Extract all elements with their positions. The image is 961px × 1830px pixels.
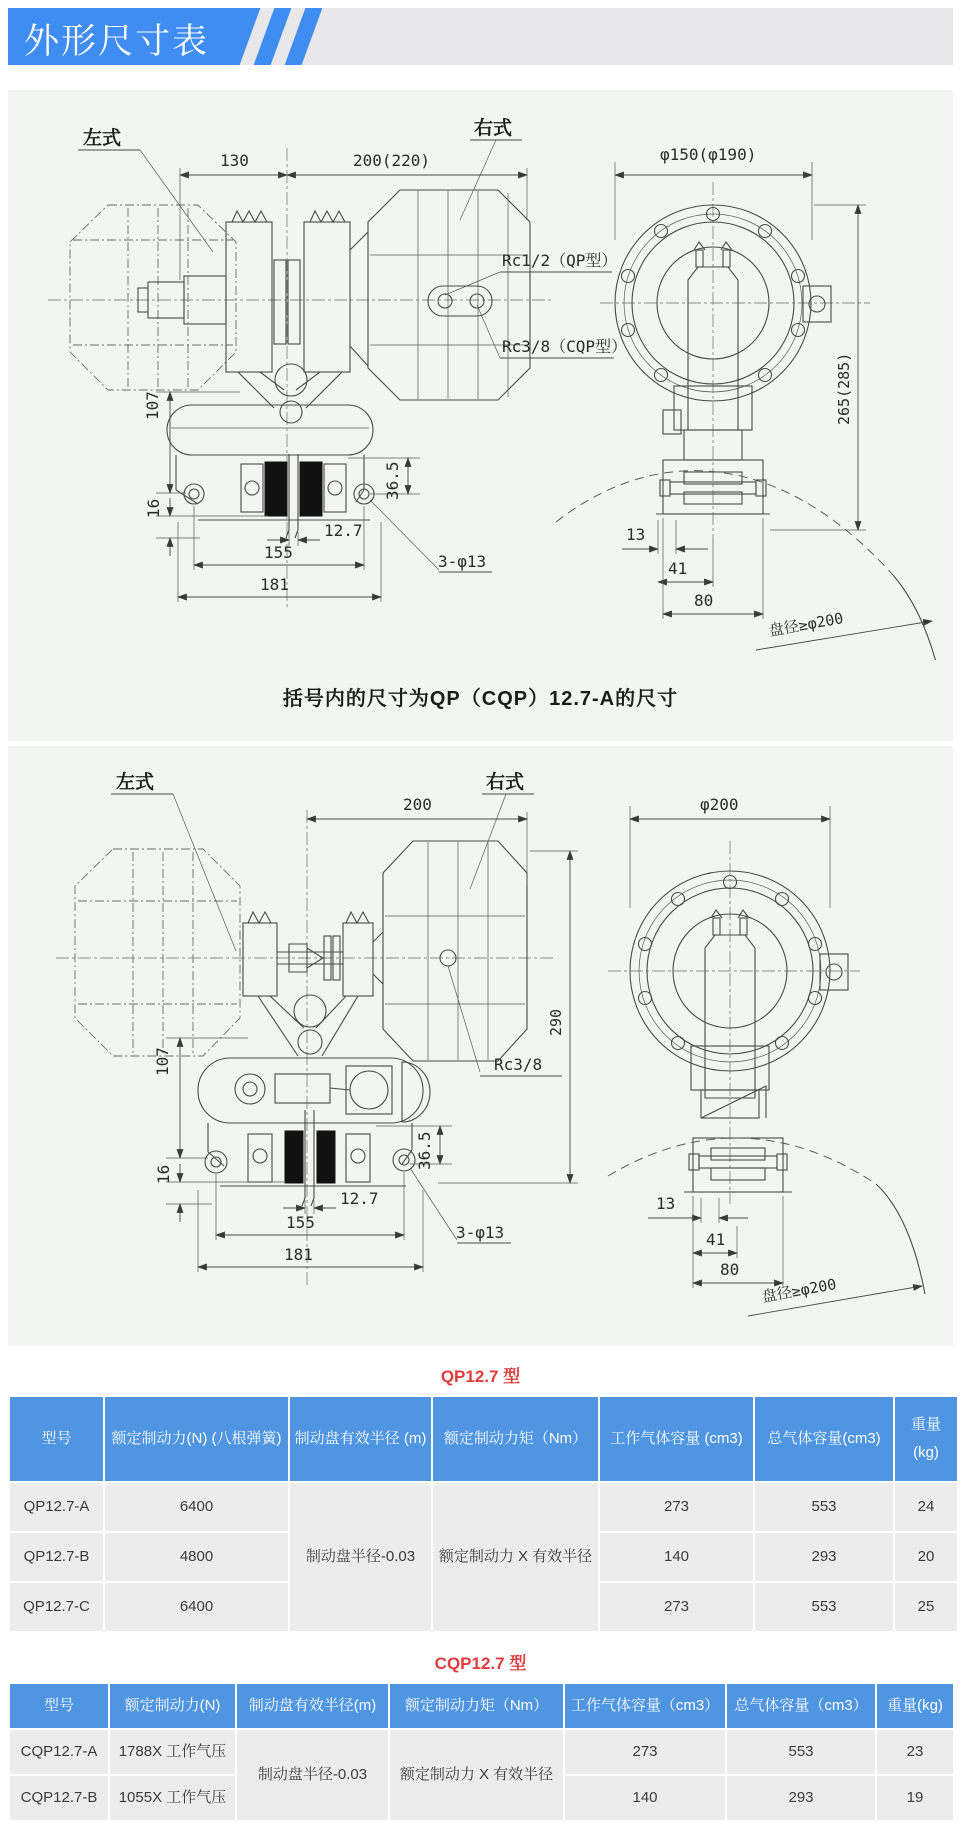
svg-text:16: 16 [154,1164,173,1184]
header-cell-total-volume: 总气体容量（cm3） [727,1684,875,1728]
left-type-pad-outline [75,849,240,1056]
cell-total-volume: 553 [755,1483,893,1531]
svg-text:155: 155 [286,1213,315,1232]
table-header-row [10,1397,957,1481]
header-cell-model: 型号 [10,1397,103,1481]
svg-text:155: 155 [264,543,293,562]
dim-290 [438,851,578,1183]
caliper-clamp-front-view [138,211,368,372]
svg-text:3-φ13: 3-φ13 [456,1223,505,1242]
cell-weight: 24 [895,1483,957,1531]
svg-text:13: 13 [656,1194,676,1213]
cell-model: QP12.7-C [10,1583,103,1631]
drawing-panel-qp [8,90,953,741]
air-chamber-outline [383,841,527,1061]
port-qp-text: Rc1/2（QP型） [502,251,618,270]
svg-text:φ150(φ190): φ150(φ190) [660,145,757,164]
svg-text:181: 181 [284,1245,313,1264]
cell-work-volume: 273 [600,1583,753,1631]
flange-side-view [630,871,848,1098]
cell-force: 1055X 工作气压 [110,1776,235,1820]
svg-text:13: 13 [626,525,646,544]
disc-dia-note: 盘径≥φ200 [760,1275,838,1306]
cell-torque-merged: 额定制动力 X 有效半径 [390,1730,563,1820]
dim-flange-dia [615,145,812,240]
disc-arc [608,1138,925,1316]
spec-table-qp [8,1395,959,1633]
port-cqp-text: Rc3/8（CQP型） [502,337,628,356]
holes-label [410,1168,511,1243]
holes-label [370,500,492,572]
table-header-row [10,1684,953,1728]
dim-height-265 [770,205,866,530]
dim-13-41-80 [622,518,763,619]
left-type-label: 左式 [116,772,155,793]
right-type-label: 右式 [474,118,513,139]
port-label-cqp [477,305,627,358]
left-type-label-group [111,770,236,951]
cell-force: 4800 [105,1533,288,1581]
cell-model: QP12.7-B [10,1533,103,1581]
cell-work-volume: 273 [565,1730,725,1774]
cell-force: 6400 [105,1583,288,1631]
cell-torque-merged: 额定制动力 X 有效半径 [433,1483,598,1631]
caliper-body-front [198,995,430,1206]
dim-107-16 [143,391,268,556]
drawing-caption: 括号内的尺寸为QP（CQP）12.7-A的尺寸 [282,688,679,710]
dimension-drawing-cqp [8,746,953,1346]
svg-text:80: 80 [720,1260,740,1279]
dim-200-220 [287,151,527,175]
svg-text:41: 41 [668,559,688,578]
table-row [10,1483,957,1531]
cell-force: 1788X 工作气压 [110,1730,235,1774]
cell-weight: 25 [895,1583,957,1631]
disc-dia-note: 盘径≥φ200 [767,609,845,640]
cell-model: CQP12.7-A [10,1730,108,1774]
cell-work-volume: 273 [600,1483,753,1531]
svg-text:200(220): 200(220) [353,151,431,170]
header-cell-model: 型号 [10,1684,108,1728]
svg-text:36.5: 36.5 [383,461,402,500]
header-cell-total-volume: 总气体容量(cm3) [755,1397,893,1481]
svg-text:107: 107 [143,391,162,420]
disc-arc [556,471,936,660]
svg-text:41: 41 [706,1230,726,1249]
svg-text:3-φ13: 3-φ13 [438,552,487,571]
cell-total-volume: 553 [755,1583,893,1631]
flange-bracket [684,1046,792,1192]
dim-12-7 [283,1189,379,1214]
left-type-label-group [78,126,213,252]
right-type-label-group [470,770,534,889]
header-cell-radius: 制动盘有效半径 (m) [290,1397,431,1481]
cell-weight: 19 [877,1776,953,1820]
dim-130 [180,151,527,280]
port-label-qp [445,251,617,295]
header-cell-work-volume: 工作气体容量（cm3） [565,1684,725,1728]
right-type-label: 右式 [486,772,525,793]
page-header-banner [8,8,953,65]
cell-total-volume: 293 [727,1776,875,1820]
centerlines [48,148,870,610]
air-chamber-outline [368,190,530,400]
svg-text:φ200: φ200 [700,795,739,814]
page-title: 外形尺寸表 [24,22,210,61]
cell-force: 6400 [105,1483,288,1531]
header-cell-torque: 额定制动力矩（Nm） [433,1397,598,1481]
header-cell-radius: 制动盘有效半径(m) [237,1684,388,1728]
header-cell-weight: 重量(kg) [877,1684,953,1728]
svg-text:200: 200 [403,795,432,814]
svg-text:265(285): 265(285) [835,352,853,425]
svg-text:16: 16 [144,498,163,518]
cell-model: CQP12.7-B [10,1776,108,1820]
svg-text:36.5: 36.5 [415,1131,434,1170]
page [0,8,961,1822]
drawing-panel-cqp [8,746,953,1346]
spec-table-cqp [8,1682,955,1822]
caliper-clamp-front-view [243,912,383,996]
cell-weight: 20 [895,1533,957,1581]
cell-radius-merged: 制动盘半径-0.03 [290,1483,431,1631]
cell-total-volume: 293 [755,1533,893,1581]
table-title-cqp: CQP12.7 型 [434,1654,527,1673]
svg-text:80: 80 [694,591,714,610]
svg-text:130: 130 [220,151,249,170]
header-cell-force: 额定制动力(N) (八根弹簧) [105,1397,288,1481]
banner-stripe-icon [282,8,324,65]
cell-total-volume: 553 [727,1730,875,1774]
header-cell-weight: 重量 (kg) [895,1397,957,1481]
svg-text:107: 107 [153,1047,172,1076]
svg-text:Rc3/8: Rc3/8 [494,1055,543,1074]
cell-weight: 23 [877,1730,953,1774]
port-label [448,966,562,1076]
svg-text:290: 290 [547,1008,565,1036]
table-title-qp: QP12.7 型 [440,1367,521,1386]
table-row [10,1730,953,1774]
dim-107-16 [153,1038,286,1222]
left-type-label: 左式 [83,128,122,149]
dim-13-41-80 [648,1194,783,1288]
dimension-drawing-qp [8,90,953,660]
svg-text:181: 181 [260,575,289,594]
cell-work-volume: 140 [565,1776,725,1820]
flange-side-view [615,205,831,434]
cell-model: QP12.7-A [10,1483,103,1531]
cell-work-volume: 140 [600,1533,753,1581]
header-cell-work-volume: 工作气体容量 (cm3) [600,1397,753,1481]
left-type-pad-outline [70,205,236,390]
svg-text:12.7: 12.7 [340,1189,379,1208]
cell-radius-merged: 制动盘半径-0.03 [237,1730,388,1820]
svg-text:12.7: 12.7 [324,521,363,540]
header-cell-torque: 额定制动力矩（Nm） [390,1684,563,1728]
header-cell-force: 额定制动力(N) [110,1684,235,1728]
